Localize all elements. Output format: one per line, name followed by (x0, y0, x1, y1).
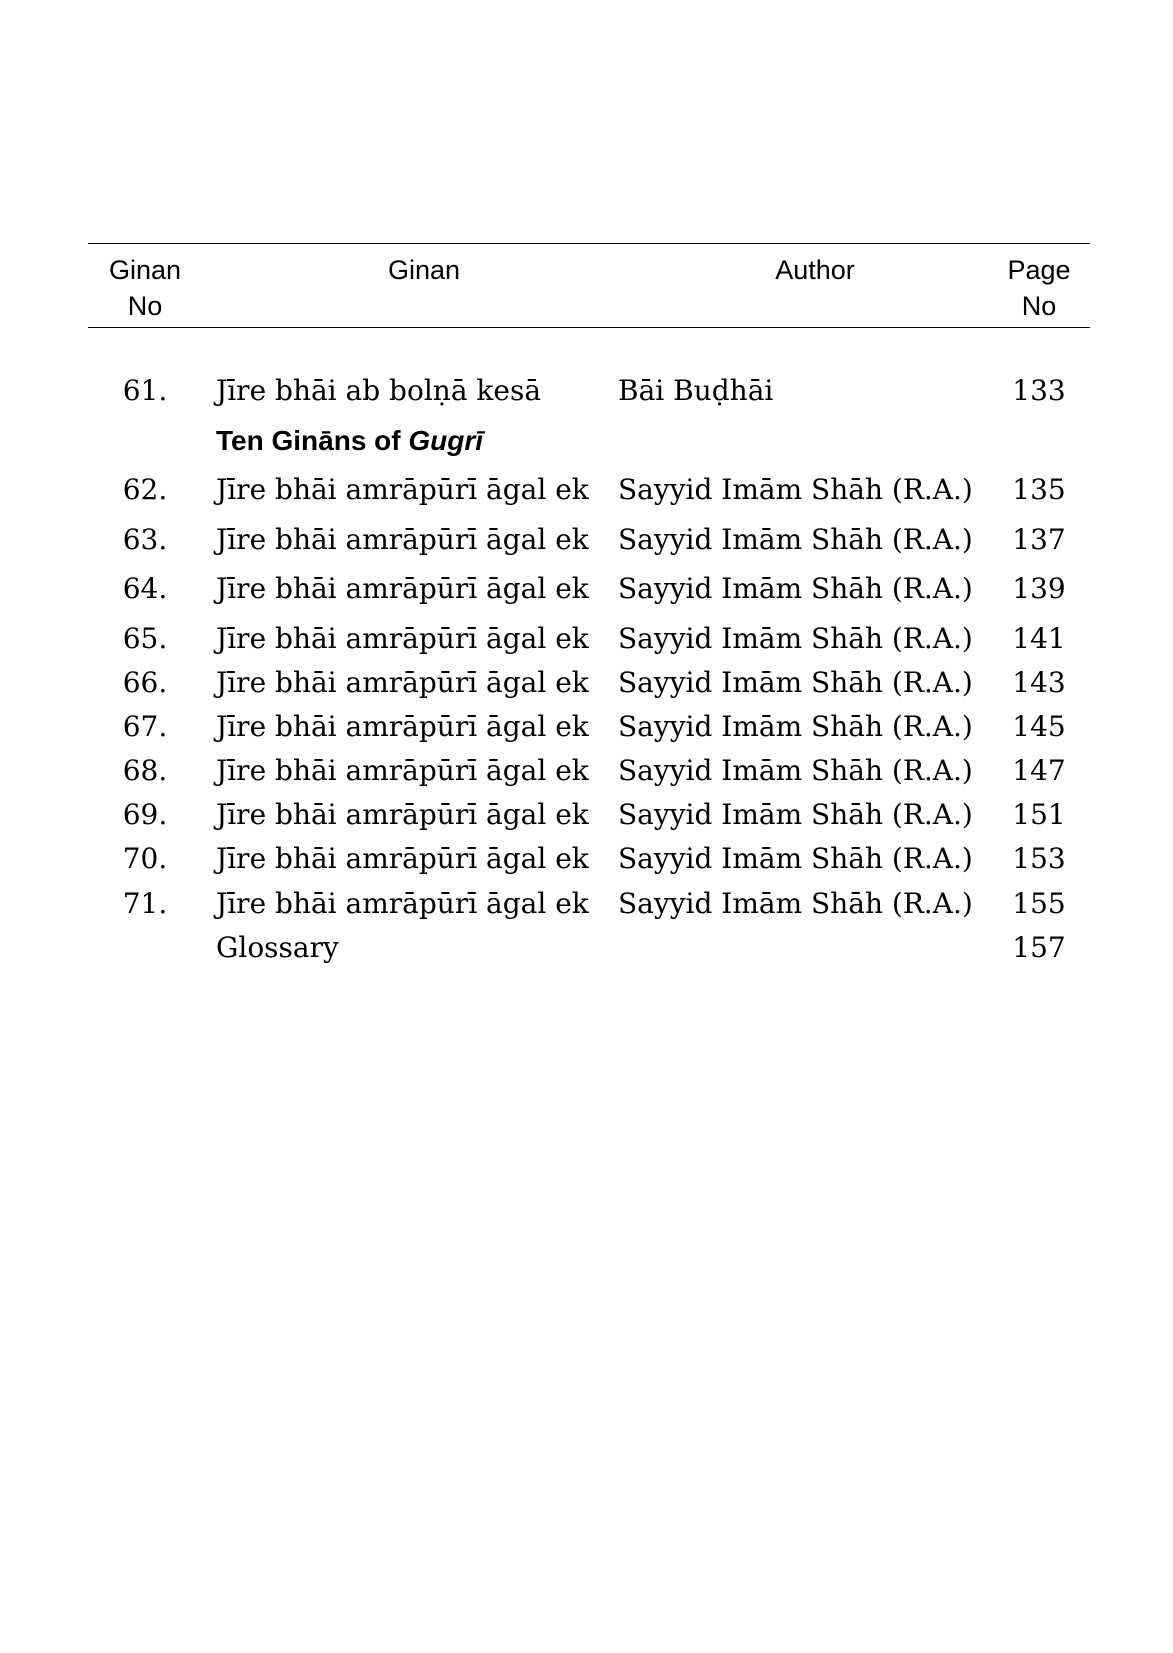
ginan-number: 66. (122, 665, 168, 699)
page-number: 151 (1012, 798, 1066, 832)
header-author (745, 252, 885, 288)
glossary-title: Glossary (216, 930, 339, 964)
ginan-title: Jīre bhāi amrāpūrī āgal ek (216, 522, 589, 556)
header-ginan-no (88, 252, 202, 324)
page-number: 135 (1012, 473, 1066, 506)
header-bottom-rule (88, 327, 1090, 328)
ginan-author: Sayyid Imām Shāh (R.A.) (618, 798, 973, 832)
page-number: 155 (1012, 886, 1066, 920)
ginan-author: Sayyid Imām Shāh (R.A.) (618, 621, 973, 655)
ginan-number: 70. (122, 842, 168, 876)
page-number: 153 (1012, 842, 1066, 876)
toc-row (88, 798, 1090, 845)
header-page-no (988, 252, 1090, 324)
ginan-author: Sayyid Imām Shāh (R.A.) (618, 473, 973, 506)
toc-row (88, 754, 1090, 801)
table-header (88, 244, 1090, 327)
section-heading-row (88, 424, 1090, 477)
ginan-number: 62. (122, 473, 168, 506)
header-page-no-line2: No (1021, 291, 1057, 321)
ginan-author: Sayyid Imām Shāh (R.A.) (618, 754, 973, 788)
ginan-author: Sayyid Imām Shāh (R.A.) (618, 522, 973, 556)
page-number: 147 (1012, 754, 1066, 788)
page-number: 157 (1012, 930, 1066, 964)
ginan-author: Sayyid Imām Shāh (R.A.) (618, 886, 973, 920)
header-author-label: Author (775, 255, 855, 285)
ginan-title: Jīre bhāi ab bolṇā kesā (216, 374, 542, 407)
ginan-title: Jīre bhāi amrāpūrī āgal ek (216, 665, 589, 699)
ginan-author: Sayyid Imām Shāh (R.A.) (618, 842, 973, 876)
section-heading-italic: Gugrī (408, 424, 484, 456)
ginan-title: Jīre bhāi amrāpūrī āgal ek (216, 886, 589, 920)
ginan-title: Jīre bhāi amrāpūrī āgal ek (216, 798, 589, 832)
page-number: 133 (1012, 374, 1066, 407)
table-of-contents (88, 243, 1090, 978)
toc-row (88, 374, 1090, 427)
ginan-author: Sayyid Imām Shāh (R.A.) (618, 572, 973, 605)
toc-row (88, 572, 1090, 625)
header-page-no-line1: Page (1007, 255, 1071, 285)
ginan-title: Jīre bhāi amrāpūrī āgal ek (216, 709, 589, 743)
header-ginan-no-line1: Ginan (108, 255, 182, 285)
ginan-number: 63. (122, 522, 168, 556)
toc-row-glossary (88, 930, 1090, 978)
page-number: 145 (1012, 709, 1066, 743)
toc-row (88, 665, 1090, 713)
ginan-number: 64. (122, 572, 168, 605)
header-ginan-label: Ginan (387, 255, 461, 285)
ginan-title: Jīre bhāi amrāpūrī āgal ek (216, 621, 589, 655)
ginan-title: Jīre bhāi amrāpūrī āgal ek (216, 572, 589, 605)
ginan-number: 71. (122, 886, 168, 920)
toc-row (88, 709, 1090, 757)
header-ginan-no-line2: No (127, 291, 163, 321)
ginan-number: 68. (122, 754, 168, 788)
toc-row (88, 842, 1090, 889)
page-number: 137 (1012, 522, 1066, 556)
toc-row (88, 522, 1090, 576)
toc-row (88, 621, 1090, 669)
ginan-author: Sayyid Imām Shāh (R.A.) (618, 665, 973, 699)
ginan-title: Jīre bhāi amrāpūrī āgal ek (216, 473, 589, 506)
ginan-number: 61. (122, 374, 168, 407)
section-heading-text: Ten Gināns of (216, 424, 409, 456)
ginan-number: 69. (122, 798, 168, 832)
page-number: 139 (1012, 572, 1066, 605)
ginan-number: 65. (122, 621, 168, 655)
section-heading (216, 424, 484, 456)
ginan-author: Sayyid Imām Shāh (R.A.) (618, 709, 973, 743)
ginan-author: Bāi Buḍhāi (618, 374, 774, 407)
page-number: 141 (1012, 621, 1066, 655)
toc-row (88, 473, 1090, 526)
header-ginan (354, 252, 494, 288)
ginan-number: 67. (122, 709, 168, 743)
toc-row (88, 886, 1090, 934)
ginan-title: Jīre bhāi amrāpūrī āgal ek (216, 842, 589, 876)
page-number: 143 (1012, 665, 1066, 699)
ginan-title: Jīre bhāi amrāpūrī āgal ek (216, 754, 589, 788)
toc-entries (88, 374, 1090, 978)
